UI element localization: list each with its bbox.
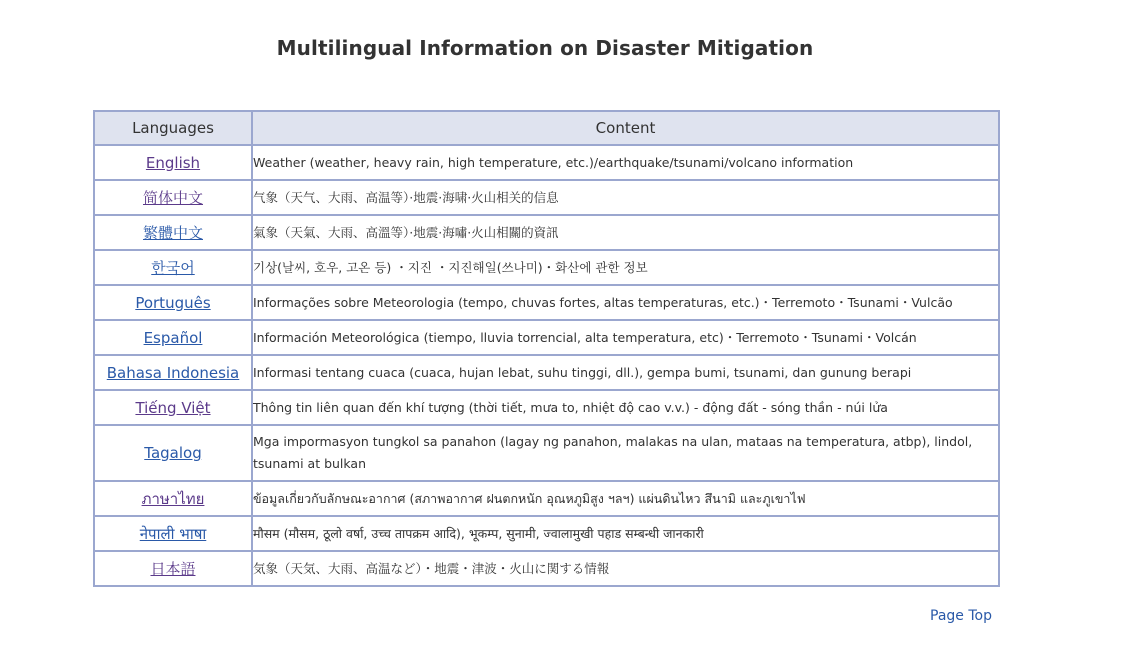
language-link-thai[interactable]: ภาษาไทย [141,489,205,508]
table-row [94,516,999,551]
language-link-traditional-chinese[interactable]: 繁體中文 [142,224,203,242]
page-top-link[interactable]: Page Top [930,608,992,624]
table-row [94,481,999,516]
table-row [94,285,999,320]
content-cell: 기상(날씨, 호우, 고온 등) ・지진 ・지진해일(쓰나미)・화산에 관한 정보 [252,250,999,285]
language-link-korean[interactable]: 한국어 [151,259,195,277]
table-row [94,250,999,285]
language-link-japanese[interactable]: 日本語 [150,560,196,578]
table-header-row [94,111,999,145]
content-cell: Informasi tentang cuaca (cuaca, hujan lebat, suhu tinggi, dll.), gempa bumi, tsunami, dan gunung berapi [252,355,999,390]
content-cell: Thông tin liên quan đến khí tượng (thời tiết, mưa to, nhiệt độ cao v.v.) - động đất - sóng thần - núi lửa [252,390,999,425]
content-cell: Weather (weather, heavy rain, high temperature, etc.)/earthquake/tsunami/volcano information [252,145,999,180]
content-cell: मौसम (मौसम, ठूलो वर्षा, उच्च तापक्रम आदि), भूकम्प, सुनामी, ज्वालामुखी पहाड सम्बन्धी जानकारी [252,516,999,551]
language-link-portuguese[interactable]: Português [135,293,211,312]
content-cell: ข้อมูลเกี่ยวกับลักษณะอากาศ (สภาพอากาศ ฝนตกหนัก อุณหภูมิสูง ฯลฯ) แผ่นดินไหว สึนามิ และภูเขาไฟ [252,481,999,516]
table-row [94,145,999,180]
header-languages: Languages [94,111,252,145]
content-cell: Informações sobre Meteorologia (tempo, chuvas fortes, altas temperaturas, etc.)・Terremoto・Tsunami・Vulcão [252,285,999,320]
language-info-table [93,110,1000,587]
language-link-tagalog[interactable]: Tagalog [144,444,202,462]
table-row [94,425,999,481]
language-link-simplified-chinese[interactable]: 简体中文 [142,189,203,207]
language-link-vietnamese[interactable]: Tiếng Việt [135,398,211,417]
content-cell: Información Meteorológica (tiempo, lluvia torrencial, alta temperatura, etc)・Terremoto・Tsunami・Volcán [252,320,999,355]
table-row [94,551,999,586]
page-title: Multilingual Information on Disaster Mitigation [276,36,814,60]
content-cell: 气象（天气、大雨、高温等）·地震·海啸·火山相关的信息 [252,180,999,215]
table-row [94,390,999,425]
language-link-indonesian[interactable]: Bahasa Indonesia [106,363,240,382]
table-row [94,180,999,215]
content-cell: Mga impormasyon tungkol sa panahon (lagay ng panahon, malakas na ulan, mataas na temperatura, atbp), lindol, tsunami at bulkan [252,425,999,481]
content-cell: 氣象（天氣、大雨、高溫等）·地震·海嘯·火山相關的資訊 [252,215,999,250]
language-link-english[interactable]: English [145,153,201,172]
table-row [94,355,999,390]
table-row [94,215,999,250]
language-link-spanish[interactable]: Español [143,328,203,347]
header-content: Content [252,111,999,145]
content-cell: 気象（天気、大雨、高温など）・地震・津波・火山に関する情報 [252,551,999,586]
table-row [94,320,999,355]
language-link-nepali[interactable]: नेपाली भाषा [139,524,207,543]
